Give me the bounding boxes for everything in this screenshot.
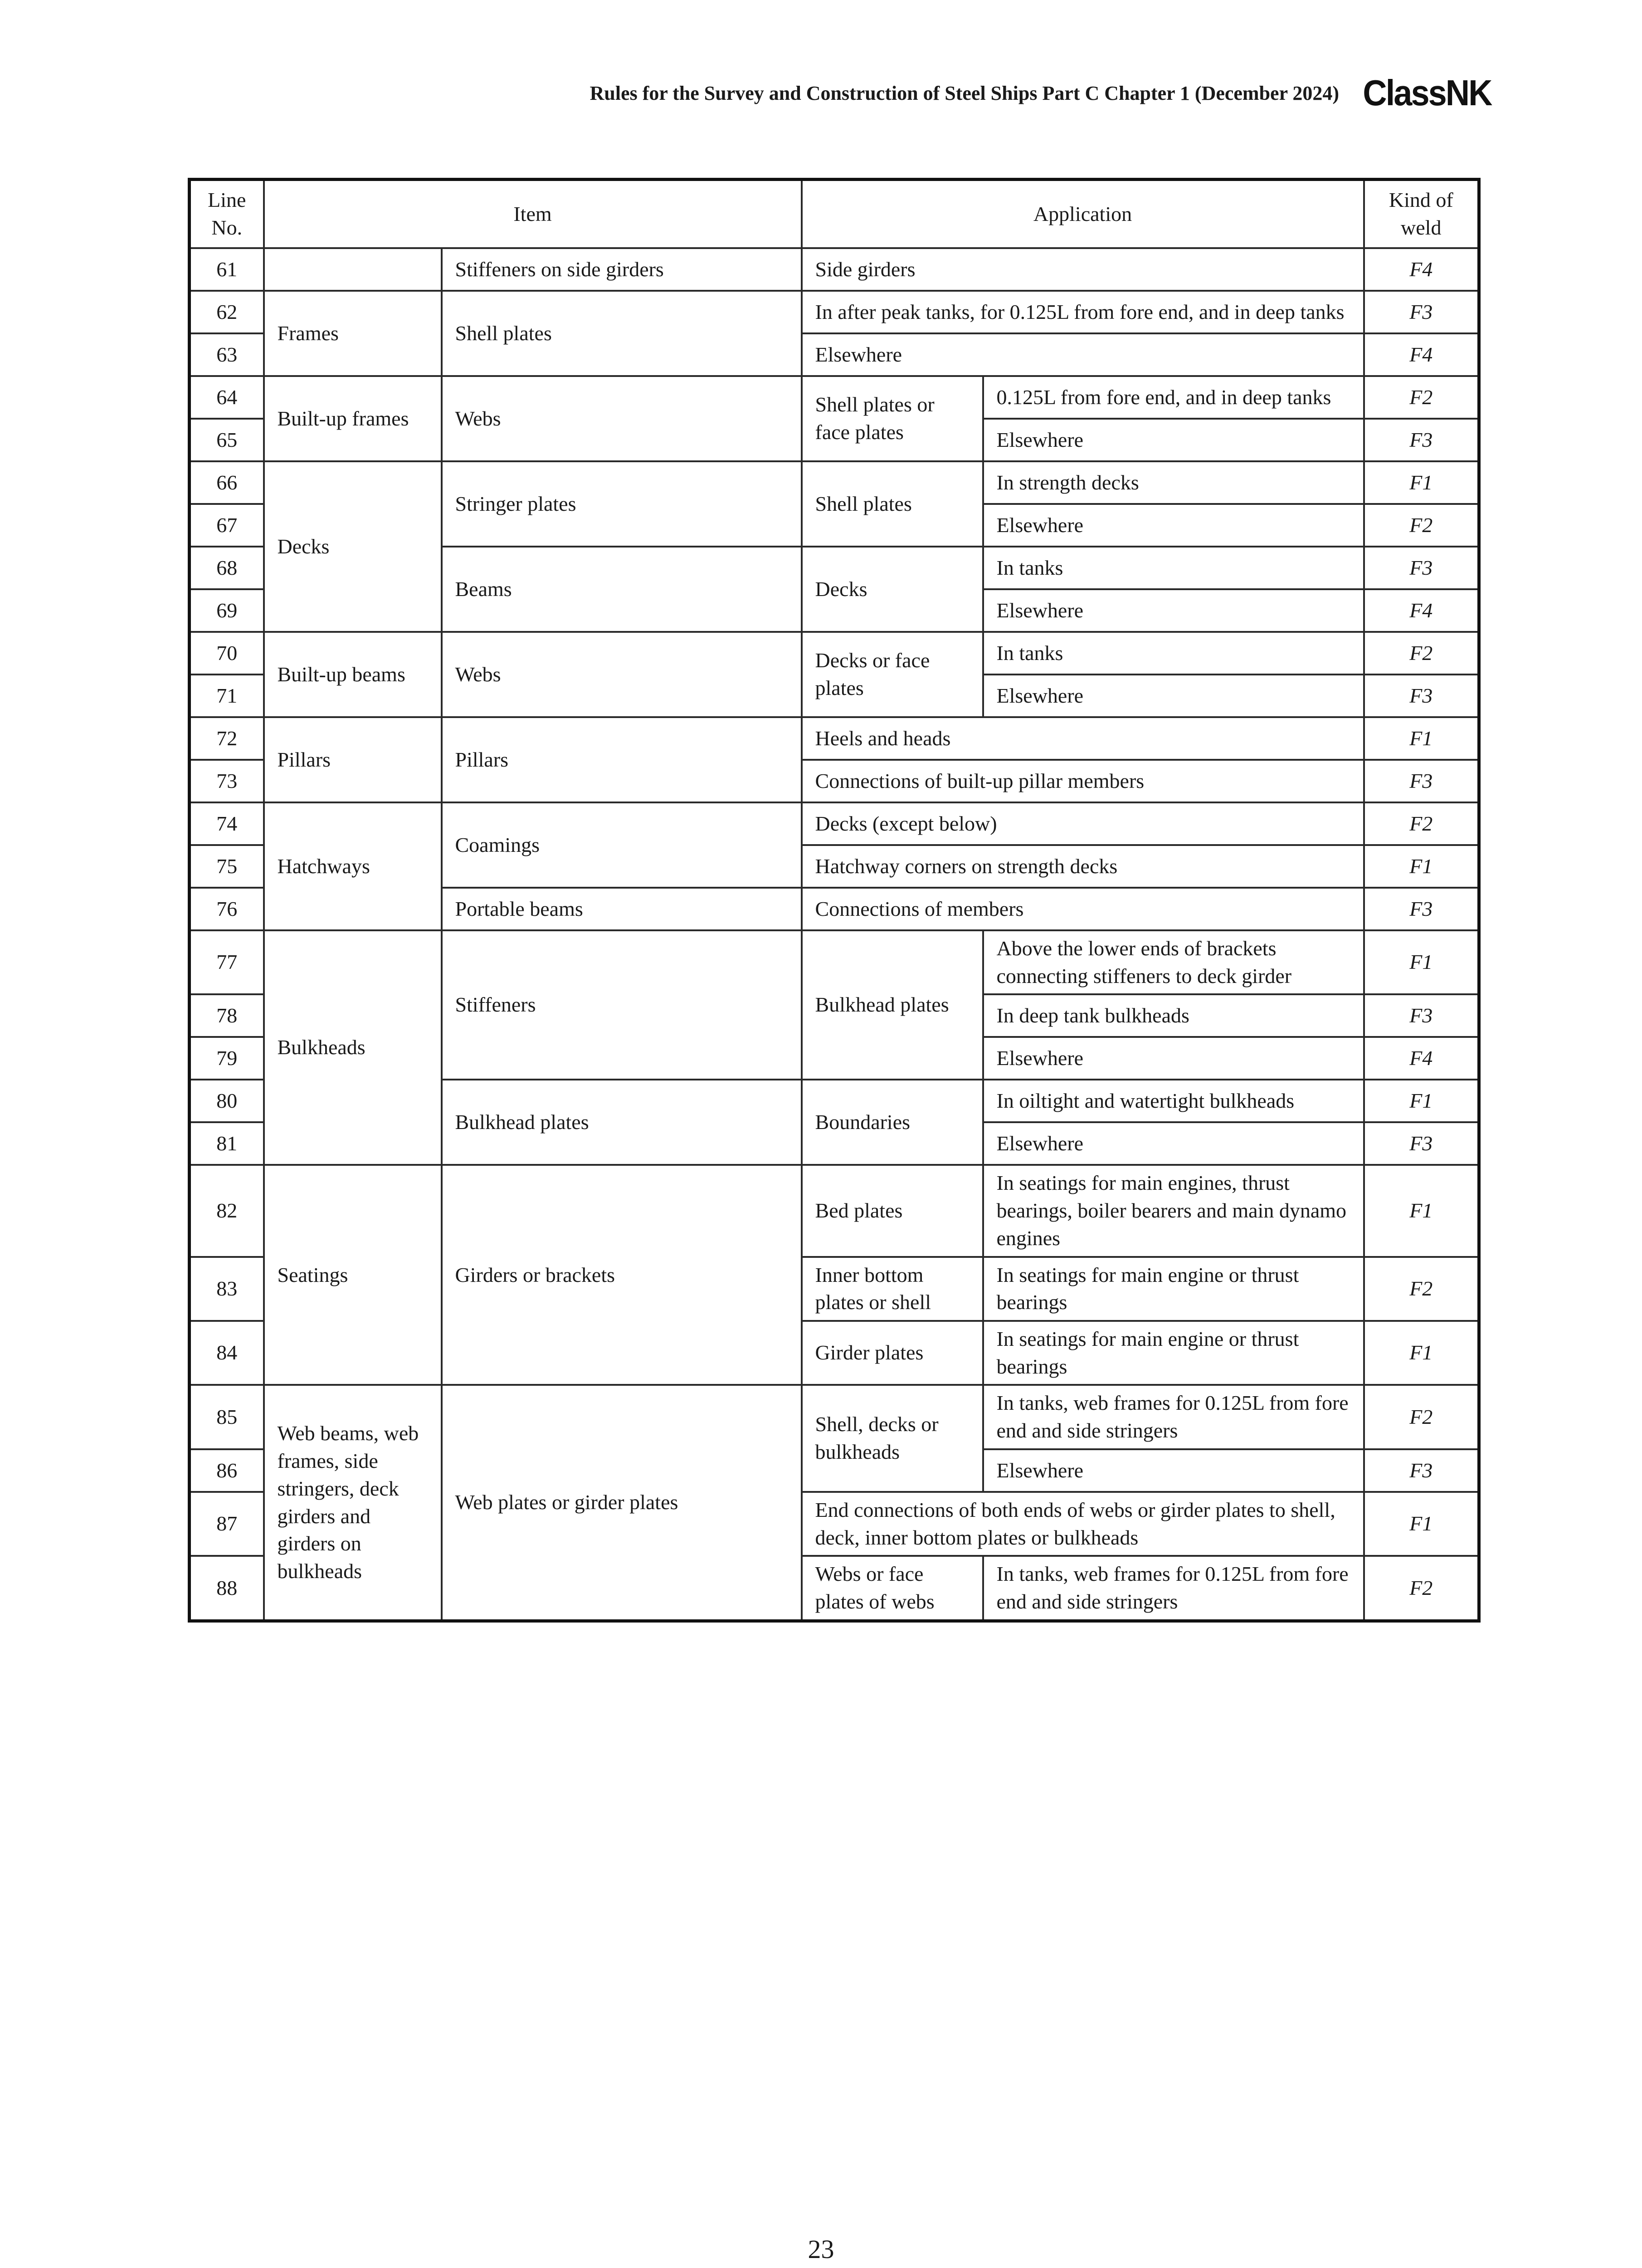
weld-kind: F2 (1364, 632, 1479, 675)
table-row (190, 930, 1479, 994)
item-detail: Shell plates (442, 291, 802, 376)
application: Elsewhere (802, 333, 1364, 376)
weld-kind: F1 (1364, 845, 1479, 888)
weld-kind: F3 (1364, 547, 1479, 589)
weld-kind: F4 (1364, 333, 1479, 376)
application-detail: In seatings for main engine or thrust bearings (983, 1257, 1364, 1321)
line-no: 62 (190, 291, 264, 333)
weld-kind: F1 (1364, 461, 1479, 504)
table-row (190, 632, 1479, 675)
table-row (190, 717, 1479, 760)
table-row (190, 291, 1479, 333)
application-detail: Elsewhere (983, 1449, 1364, 1492)
item-group: Hatchways (264, 802, 442, 930)
item-group: Web beams, web frames, side stringers, deck girders and girders on bulkheads (264, 1385, 442, 1621)
application-detail: Elsewhere (983, 504, 1364, 547)
line-no: 84 (190, 1321, 264, 1385)
line-no: 78 (190, 994, 264, 1037)
line-no: 83 (190, 1257, 264, 1321)
application-detail: 0.125L from fore end, and in deep tanks (983, 376, 1364, 419)
header-application: Application (802, 180, 1364, 249)
weld-kind: F3 (1364, 888, 1479, 930)
item-group: Pillars (264, 717, 442, 802)
application: Webs or face plates of webs (802, 1556, 983, 1621)
weld-kind: F3 (1364, 419, 1479, 461)
weld-kind: F1 (1364, 1080, 1479, 1122)
header-item: Item (264, 180, 802, 249)
application: Connections of built-up pillar members (802, 760, 1364, 802)
application: Bed plates (802, 1165, 983, 1256)
classnk-logo: ClassNK (1363, 73, 1491, 113)
weld-kind: F2 (1364, 1257, 1479, 1321)
application-detail: In tanks (983, 547, 1364, 589)
weld-kind: F4 (1364, 589, 1479, 632)
line-no: 75 (190, 845, 264, 888)
application: Side girders (802, 248, 1364, 291)
header-weld: Kind of weld (1364, 180, 1479, 249)
application-detail: Elsewhere (983, 589, 1364, 632)
application-detail: In strength decks (983, 461, 1364, 504)
item-detail: Webs (442, 376, 802, 461)
application: Decks or face plates (802, 632, 983, 717)
page-header (535, 68, 1497, 118)
weld-kind: F1 (1364, 717, 1479, 760)
item-group: Built-up beams (264, 632, 442, 717)
weld-kind: F3 (1364, 291, 1479, 333)
application-detail: Elsewhere (983, 1122, 1364, 1165)
weld-kind: F2 (1364, 1556, 1479, 1621)
line-no: 70 (190, 632, 264, 675)
item-detail: Stiffeners on side girders (442, 248, 802, 291)
line-no: 86 (190, 1449, 264, 1492)
table-header-row (190, 180, 1479, 249)
item-detail: Stringer plates (442, 461, 802, 547)
application-detail: Elsewhere (983, 419, 1364, 461)
table-row (190, 1385, 1479, 1449)
item-detail: Girders or brackets (442, 1165, 802, 1385)
weld-kind: F3 (1364, 994, 1479, 1037)
item-detail: Bulkhead plates (442, 1080, 802, 1165)
application: Boundaries (802, 1080, 983, 1165)
item-detail: Stiffeners (442, 930, 802, 1080)
line-no: 85 (190, 1385, 264, 1449)
weld-kind: F3 (1364, 1449, 1479, 1492)
application: End connections of both ends of webs or girder plates to shell, deck, inner bottom plates or bulkheads (802, 1492, 1364, 1556)
line-no: 63 (190, 333, 264, 376)
weld-kind: F3 (1364, 760, 1479, 802)
table-row (190, 376, 1479, 419)
weld-kind: F1 (1364, 1492, 1479, 1556)
application-detail: In seatings for main engine or thrust bearings (983, 1321, 1364, 1385)
item-detail: Beams (442, 547, 802, 632)
line-no: 71 (190, 675, 264, 717)
application-detail: In tanks, web frames for 0.125L from fore end and side stringers (983, 1385, 1364, 1449)
application-detail: Elsewhere (983, 675, 1364, 717)
line-no: 68 (190, 547, 264, 589)
document-title: Rules for the Survey and Construction of Steel Ships Part C Chapter 1 (December 2024) (590, 82, 1339, 104)
page-number: 23 (808, 2234, 834, 2264)
application: Decks (802, 547, 983, 632)
table-row (190, 461, 1479, 504)
line-no: 81 (190, 1122, 264, 1165)
application: Decks (except below) (802, 802, 1364, 845)
application: In after peak tanks, for 0.125L from fore end, and in deep tanks (802, 291, 1364, 333)
line-no: 69 (190, 589, 264, 632)
line-no: 61 (190, 248, 264, 291)
weld-kind: F3 (1364, 675, 1479, 717)
item-detail: Coamings (442, 802, 802, 888)
weld-kind: F2 (1364, 504, 1479, 547)
table-row (190, 1165, 1479, 1256)
line-no: 66 (190, 461, 264, 504)
item-group: Seatings (264, 1165, 442, 1385)
application: Shell plates or face plates (802, 376, 983, 461)
weld-kind: F2 (1364, 376, 1479, 419)
weld-kind: F3 (1364, 1122, 1479, 1165)
line-no: 87 (190, 1492, 264, 1556)
item-group: Bulkheads (264, 930, 442, 1165)
application: Heels and heads (802, 717, 1364, 760)
application-detail: In deep tank bulkheads (983, 994, 1364, 1037)
application-detail: In tanks, web frames for 0.125L from fore end and side stringers (983, 1556, 1364, 1621)
line-no: 88 (190, 1556, 264, 1621)
application-detail: In tanks (983, 632, 1364, 675)
weld-kind: F4 (1364, 248, 1479, 291)
application-detail: Elsewhere (983, 1037, 1364, 1080)
application: Connections of members (802, 888, 1364, 930)
application: Girder plates (802, 1321, 983, 1385)
line-no: 79 (190, 1037, 264, 1080)
item-detail: Webs (442, 632, 802, 717)
application: Shell plates (802, 461, 983, 547)
item-group: Built-up frames (264, 376, 442, 461)
weld-kind: F4 (1364, 1037, 1479, 1080)
item-detail: Portable beams (442, 888, 802, 930)
line-no: 76 (190, 888, 264, 930)
application-detail: In seatings for main engines, thrust bearings, boiler bearers and main dynamo engines (983, 1165, 1364, 1256)
table-row (190, 802, 1479, 845)
application: Bulkhead plates (802, 930, 983, 1080)
application: Shell, decks or bulkheads (802, 1385, 983, 1491)
line-no: 65 (190, 419, 264, 461)
line-no: 74 (190, 802, 264, 845)
line-no: 72 (190, 717, 264, 760)
application: Inner bottom plates or shell (802, 1257, 983, 1321)
application: Hatchway corners on strength decks (802, 845, 1364, 888)
line-no: 73 (190, 760, 264, 802)
weld-table (188, 178, 1481, 1623)
line-no: 64 (190, 376, 264, 419)
application-detail: In oiltight and watertight bulkheads (983, 1080, 1364, 1122)
line-no: 80 (190, 1080, 264, 1122)
table-row (190, 248, 1479, 291)
weld-kind: F1 (1364, 930, 1479, 994)
item-blank (264, 248, 442, 291)
weld-kind: F2 (1364, 1385, 1479, 1449)
weld-kind: F1 (1364, 1165, 1479, 1256)
application-detail: Above the lower ends of brackets connecting stiffeners to deck girder (983, 930, 1364, 994)
weld-kind: F1 (1364, 1321, 1479, 1385)
line-no: 77 (190, 930, 264, 994)
header-line-no: Line No. (190, 180, 264, 249)
line-no: 82 (190, 1165, 264, 1256)
line-no: 67 (190, 504, 264, 547)
item-group: Decks (264, 461, 442, 632)
weld-kind: F2 (1364, 802, 1479, 845)
item-detail: Web plates or girder plates (442, 1385, 802, 1621)
item-detail: Pillars (442, 717, 802, 802)
item-group: Frames (264, 291, 442, 376)
